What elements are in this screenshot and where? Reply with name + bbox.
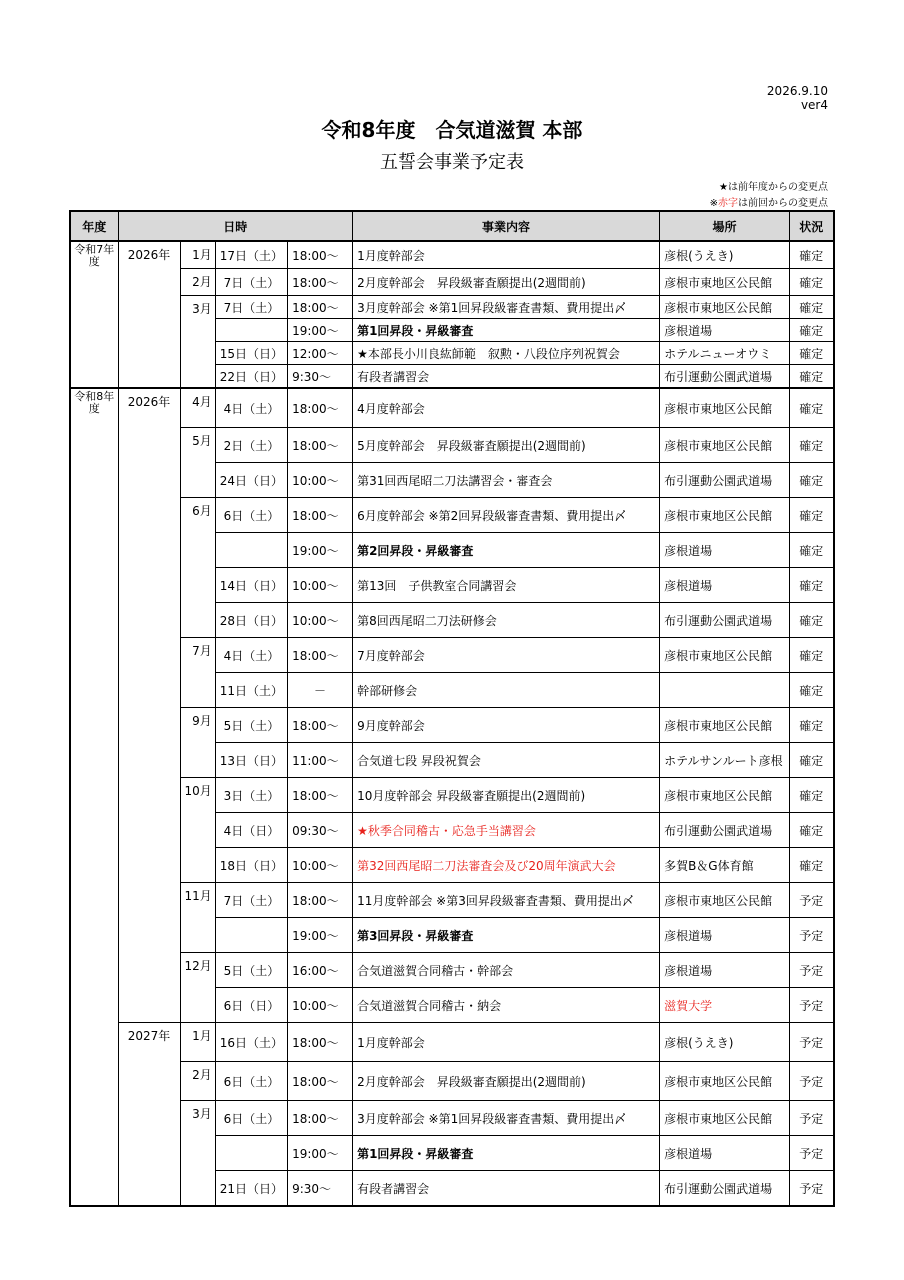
era-cell: 令和8年度: [70, 388, 118, 1206]
time-cell: 18:00～: [288, 883, 353, 918]
header-datetime: 日時: [118, 211, 353, 241]
status-cell: 予定: [790, 1023, 834, 1062]
day-cell: 6日（土）: [215, 498, 287, 533]
place-cell: 彦根市東地区公民館: [660, 1101, 790, 1136]
status-cell: 確定: [790, 296, 834, 319]
place-cell: 彦根道場: [660, 953, 790, 988]
red-note-suffix: は前回からの変更点: [738, 198, 828, 209]
place-cell: [660, 673, 790, 708]
table-row: [70, 778, 834, 813]
day-cell: 7日（土）: [215, 269, 287, 296]
table-row: [70, 241, 834, 269]
status-cell: 確定: [790, 498, 834, 533]
place-cell: 滋賀大学: [660, 988, 790, 1023]
header-place: 場所: [660, 211, 790, 241]
day-cell: 6日（日）: [215, 988, 287, 1023]
month-cell: 6月: [180, 498, 215, 638]
time-cell: 16:00～: [288, 953, 353, 988]
status-cell: 確定: [790, 848, 834, 883]
status-cell: 確定: [790, 813, 834, 848]
status-cell: 予定: [790, 1136, 834, 1171]
day-cell: 17日（土）: [215, 241, 287, 269]
table-row: [70, 953, 834, 988]
content-cell: 第8回西尾昭二刀法研修会: [353, 603, 660, 638]
content-cell: 5月度幹部会 昇段級審査願提出(2週間前): [353, 428, 660, 463]
content-cell: 9月度幹部会: [353, 708, 660, 743]
content-cell: 1月度幹部会: [353, 241, 660, 269]
place-cell: 彦根道場: [660, 918, 790, 953]
month-cell: 4月: [180, 388, 215, 428]
content-cell: 有段者講習会: [353, 365, 660, 389]
content-cell: 第2回昇段・昇級審査: [353, 533, 660, 568]
day-cell: 24日（日）: [215, 463, 287, 498]
day-cell: 28日（日）: [215, 603, 287, 638]
content-cell: 10月度幹部会 昇段級審査願提出(2週間前): [353, 778, 660, 813]
header-content: 事業内容: [353, 211, 660, 241]
time-cell: 9:30～: [288, 365, 353, 389]
day-cell: 11日（土）: [215, 673, 287, 708]
content-cell: 第13回 子供教室合同講習会: [353, 568, 660, 603]
content-cell: 有段者講習会: [353, 1171, 660, 1207]
place-cell: 彦根市東地区公民館: [660, 388, 790, 428]
star-change-note: ★は前年度からの変更点: [719, 182, 828, 193]
status-cell: 確定: [790, 603, 834, 638]
status-cell: 確定: [790, 673, 834, 708]
time-cell: 18:00～: [288, 498, 353, 533]
place-cell: ホテルニューオウミ: [660, 342, 790, 365]
status-cell: 確定: [790, 269, 834, 296]
day-cell: 6日（土）: [215, 1062, 287, 1101]
table-row: [70, 638, 834, 673]
status-cell: 確定: [790, 241, 834, 269]
status-cell: 予定: [790, 918, 834, 953]
place-cell: 彦根市東地区公民館: [660, 883, 790, 918]
place-cell: 彦根市東地区公民館: [660, 708, 790, 743]
red-change-note: [710, 194, 828, 209]
table-row: [70, 1023, 834, 1062]
month-cell: 2月: [180, 1062, 215, 1101]
content-cell: 合気道滋賀合同稽古・幹部会: [353, 953, 660, 988]
place-cell: 多賀B＆G体育館: [660, 848, 790, 883]
content-cell: 第1回昇段・昇級審査: [353, 1136, 660, 1171]
place-cell: 彦根市東地区公民館: [660, 269, 790, 296]
table-row: [70, 708, 834, 743]
day-cell: 4日（土）: [215, 388, 287, 428]
status-cell: 確定: [790, 319, 834, 342]
day-cell: 16日（土）: [215, 1023, 287, 1062]
day-cell: 13日（日）: [215, 743, 287, 778]
month-cell: 3月: [180, 296, 215, 389]
day-cell: 6日（土）: [215, 1101, 287, 1136]
time-cell: 18:00～: [288, 1101, 353, 1136]
status-cell: 予定: [790, 953, 834, 988]
content-cell: 4月度幹部会: [353, 388, 660, 428]
status-cell: 予定: [790, 1171, 834, 1207]
day-cell: 7日（土）: [215, 296, 287, 319]
day-cell: [215, 1136, 287, 1171]
month-cell: 5月: [180, 428, 215, 498]
status-cell: 確定: [790, 342, 834, 365]
content-cell: 7月度幹部会: [353, 638, 660, 673]
content-cell: 2月度幹部会 昇段級審査願提出(2週間前): [353, 269, 660, 296]
day-cell: 18日（日）: [215, 848, 287, 883]
place-cell: 布引運動公園武道場: [660, 813, 790, 848]
time-cell: 10:00～: [288, 848, 353, 883]
time-cell: 10:00～: [288, 463, 353, 498]
content-cell: 3月度幹部会 ※第1回昇段級審査書類、費用提出〆: [353, 1101, 660, 1136]
table-row: [70, 1062, 834, 1101]
content-cell: 幹部研修会: [353, 673, 660, 708]
place-cell: 彦根市東地区公民館: [660, 498, 790, 533]
month-cell: 2月: [180, 269, 215, 296]
content-cell: 11月度幹部会 ※第3回昇段級審査書類、費用提出〆: [353, 883, 660, 918]
document-date: 2026.9.10: [766, 84, 828, 98]
time-cell: 19:00～: [288, 319, 353, 342]
time-cell: 11:00～: [288, 743, 353, 778]
place-cell: 彦根(うえき): [660, 241, 790, 269]
era-cell: 令和7年度: [70, 241, 118, 388]
content-cell: 第3回昇段・昇級審査: [353, 918, 660, 953]
place-cell: 彦根市東地区公民館: [660, 428, 790, 463]
status-cell: 確定: [790, 428, 834, 463]
time-cell: 10:00～: [288, 603, 353, 638]
time-cell: 19:00～: [288, 1136, 353, 1171]
year-cell: 2026年: [118, 388, 180, 1023]
status-cell: 確定: [790, 568, 834, 603]
place-cell: 彦根道場: [660, 568, 790, 603]
time-cell: 10:00～: [288, 568, 353, 603]
place-cell: 布引運動公園武道場: [660, 603, 790, 638]
month-cell: 7月: [180, 638, 215, 708]
place-cell: 彦根市東地区公民館: [660, 296, 790, 319]
status-cell: 予定: [790, 1062, 834, 1101]
content-cell: 1月度幹部会: [353, 1023, 660, 1062]
time-cell: －: [288, 673, 353, 708]
place-cell: 彦根市東地区公民館: [660, 1062, 790, 1101]
time-cell: 18:00～: [288, 388, 353, 428]
day-cell: 2日（土）: [215, 428, 287, 463]
page-title: 令和8年度 合気道滋賀 本部: [321, 118, 583, 142]
place-cell: 布引運動公園武道場: [660, 1171, 790, 1207]
place-cell: 彦根市東地区公民館: [660, 638, 790, 673]
time-cell: 12:00～: [288, 342, 353, 365]
table-row: [70, 428, 834, 463]
content-cell: 6月度幹部会 ※第2回昇段級審査書類、費用提出〆: [353, 498, 660, 533]
day-cell: [215, 918, 287, 953]
status-cell: 予定: [790, 883, 834, 918]
place-cell: ホテルサンルート彦根: [660, 743, 790, 778]
month-cell: 3月: [180, 1101, 215, 1207]
table-header-row: [70, 211, 834, 241]
header-status: 状況: [790, 211, 834, 241]
day-cell: 14日（日）: [215, 568, 287, 603]
month-cell: 11月: [180, 883, 215, 953]
content-cell: 合気道七段 昇段祝賀会: [353, 743, 660, 778]
status-cell: 確定: [790, 463, 834, 498]
day-cell: 15日（日）: [215, 342, 287, 365]
schedule-table: [69, 210, 835, 1207]
time-cell: 18:00～: [288, 708, 353, 743]
header-year: 年度: [70, 211, 118, 241]
time-cell: 9:30～: [288, 1171, 353, 1207]
day-cell: 4日（土）: [215, 638, 287, 673]
month-cell: 10月: [180, 778, 215, 883]
status-cell: 確定: [790, 708, 834, 743]
content-cell: 3月度幹部会 ※第1回昇段級審査書類、費用提出〆: [353, 296, 660, 319]
status-cell: 確定: [790, 365, 834, 389]
content-cell: 第32回西尾昭二刀法審査会及び20周年演武大会: [353, 848, 660, 883]
document-version: ver4: [800, 98, 828, 112]
content-cell: ★秋季合同稽古・応急手当講習会: [353, 813, 660, 848]
table-row: [70, 296, 834, 319]
table-row: [70, 883, 834, 918]
content-cell: ★本部長小川良紘師範 叙勲・八段位序列祝賀会: [353, 342, 660, 365]
time-cell: 19:00～: [288, 533, 353, 568]
month-cell: 9月: [180, 708, 215, 778]
time-cell: 09:30～: [288, 813, 353, 848]
time-cell: 18:00～: [288, 638, 353, 673]
month-cell: 12月: [180, 953, 215, 1023]
content-cell: 合気道滋賀合同稽古・納会: [353, 988, 660, 1023]
status-cell: 予定: [790, 988, 834, 1023]
day-cell: 22日（日）: [215, 365, 287, 389]
place-cell: 布引運動公園武道場: [660, 463, 790, 498]
day-cell: 5日（土）: [215, 953, 287, 988]
table-row: [70, 498, 834, 533]
time-cell: 18:00～: [288, 778, 353, 813]
red-note-word: 赤字: [718, 198, 738, 209]
time-cell: 18:00～: [288, 1023, 353, 1062]
table-row: [70, 1101, 834, 1136]
time-cell: 10:00～: [288, 988, 353, 1023]
month-cell: 1月: [180, 1023, 215, 1062]
status-cell: 確定: [790, 388, 834, 428]
day-cell: 7日（土）: [215, 883, 287, 918]
day-cell: 5日（土）: [215, 708, 287, 743]
status-cell: 確定: [790, 778, 834, 813]
time-cell: 18:00～: [288, 269, 353, 296]
day-cell: [215, 319, 287, 342]
status-cell: 予定: [790, 1101, 834, 1136]
time-cell: 18:00～: [288, 428, 353, 463]
place-cell: 彦根道場: [660, 319, 790, 342]
place-cell: 彦根道場: [660, 1136, 790, 1171]
red-note-prefix: ※: [709, 198, 718, 209]
time-cell: 18:00～: [288, 296, 353, 319]
place-cell: 彦根市東地区公民館: [660, 778, 790, 813]
status-cell: 確定: [790, 638, 834, 673]
time-cell: 18:00～: [288, 1062, 353, 1101]
table-row: [70, 388, 834, 428]
year-cell: 2026年: [118, 241, 180, 388]
time-cell: 18:00～: [288, 241, 353, 269]
table-row: [70, 269, 834, 296]
status-cell: 確定: [790, 743, 834, 778]
place-cell: 彦根道場: [660, 533, 790, 568]
time-cell: 19:00～: [288, 918, 353, 953]
content-cell: 第31回西尾昭二刀法講習会・審査会: [353, 463, 660, 498]
day-cell: 4日（日）: [215, 813, 287, 848]
day-cell: 21日（日）: [215, 1171, 287, 1207]
content-cell: 第1回昇段・昇級審査: [353, 319, 660, 342]
status-cell: 確定: [790, 533, 834, 568]
content-cell: 2月度幹部会 昇段級審査願提出(2週間前): [353, 1062, 660, 1101]
page-subtitle: 五誓会事業予定表: [380, 152, 524, 173]
month-cell: 1月: [180, 241, 215, 269]
day-cell: 3日（土）: [215, 778, 287, 813]
day-cell: [215, 533, 287, 568]
place-cell: 彦根(うえき): [660, 1023, 790, 1062]
place-cell: 布引運動公園武道場: [660, 365, 790, 389]
year-cell: 2027年: [118, 1023, 180, 1207]
